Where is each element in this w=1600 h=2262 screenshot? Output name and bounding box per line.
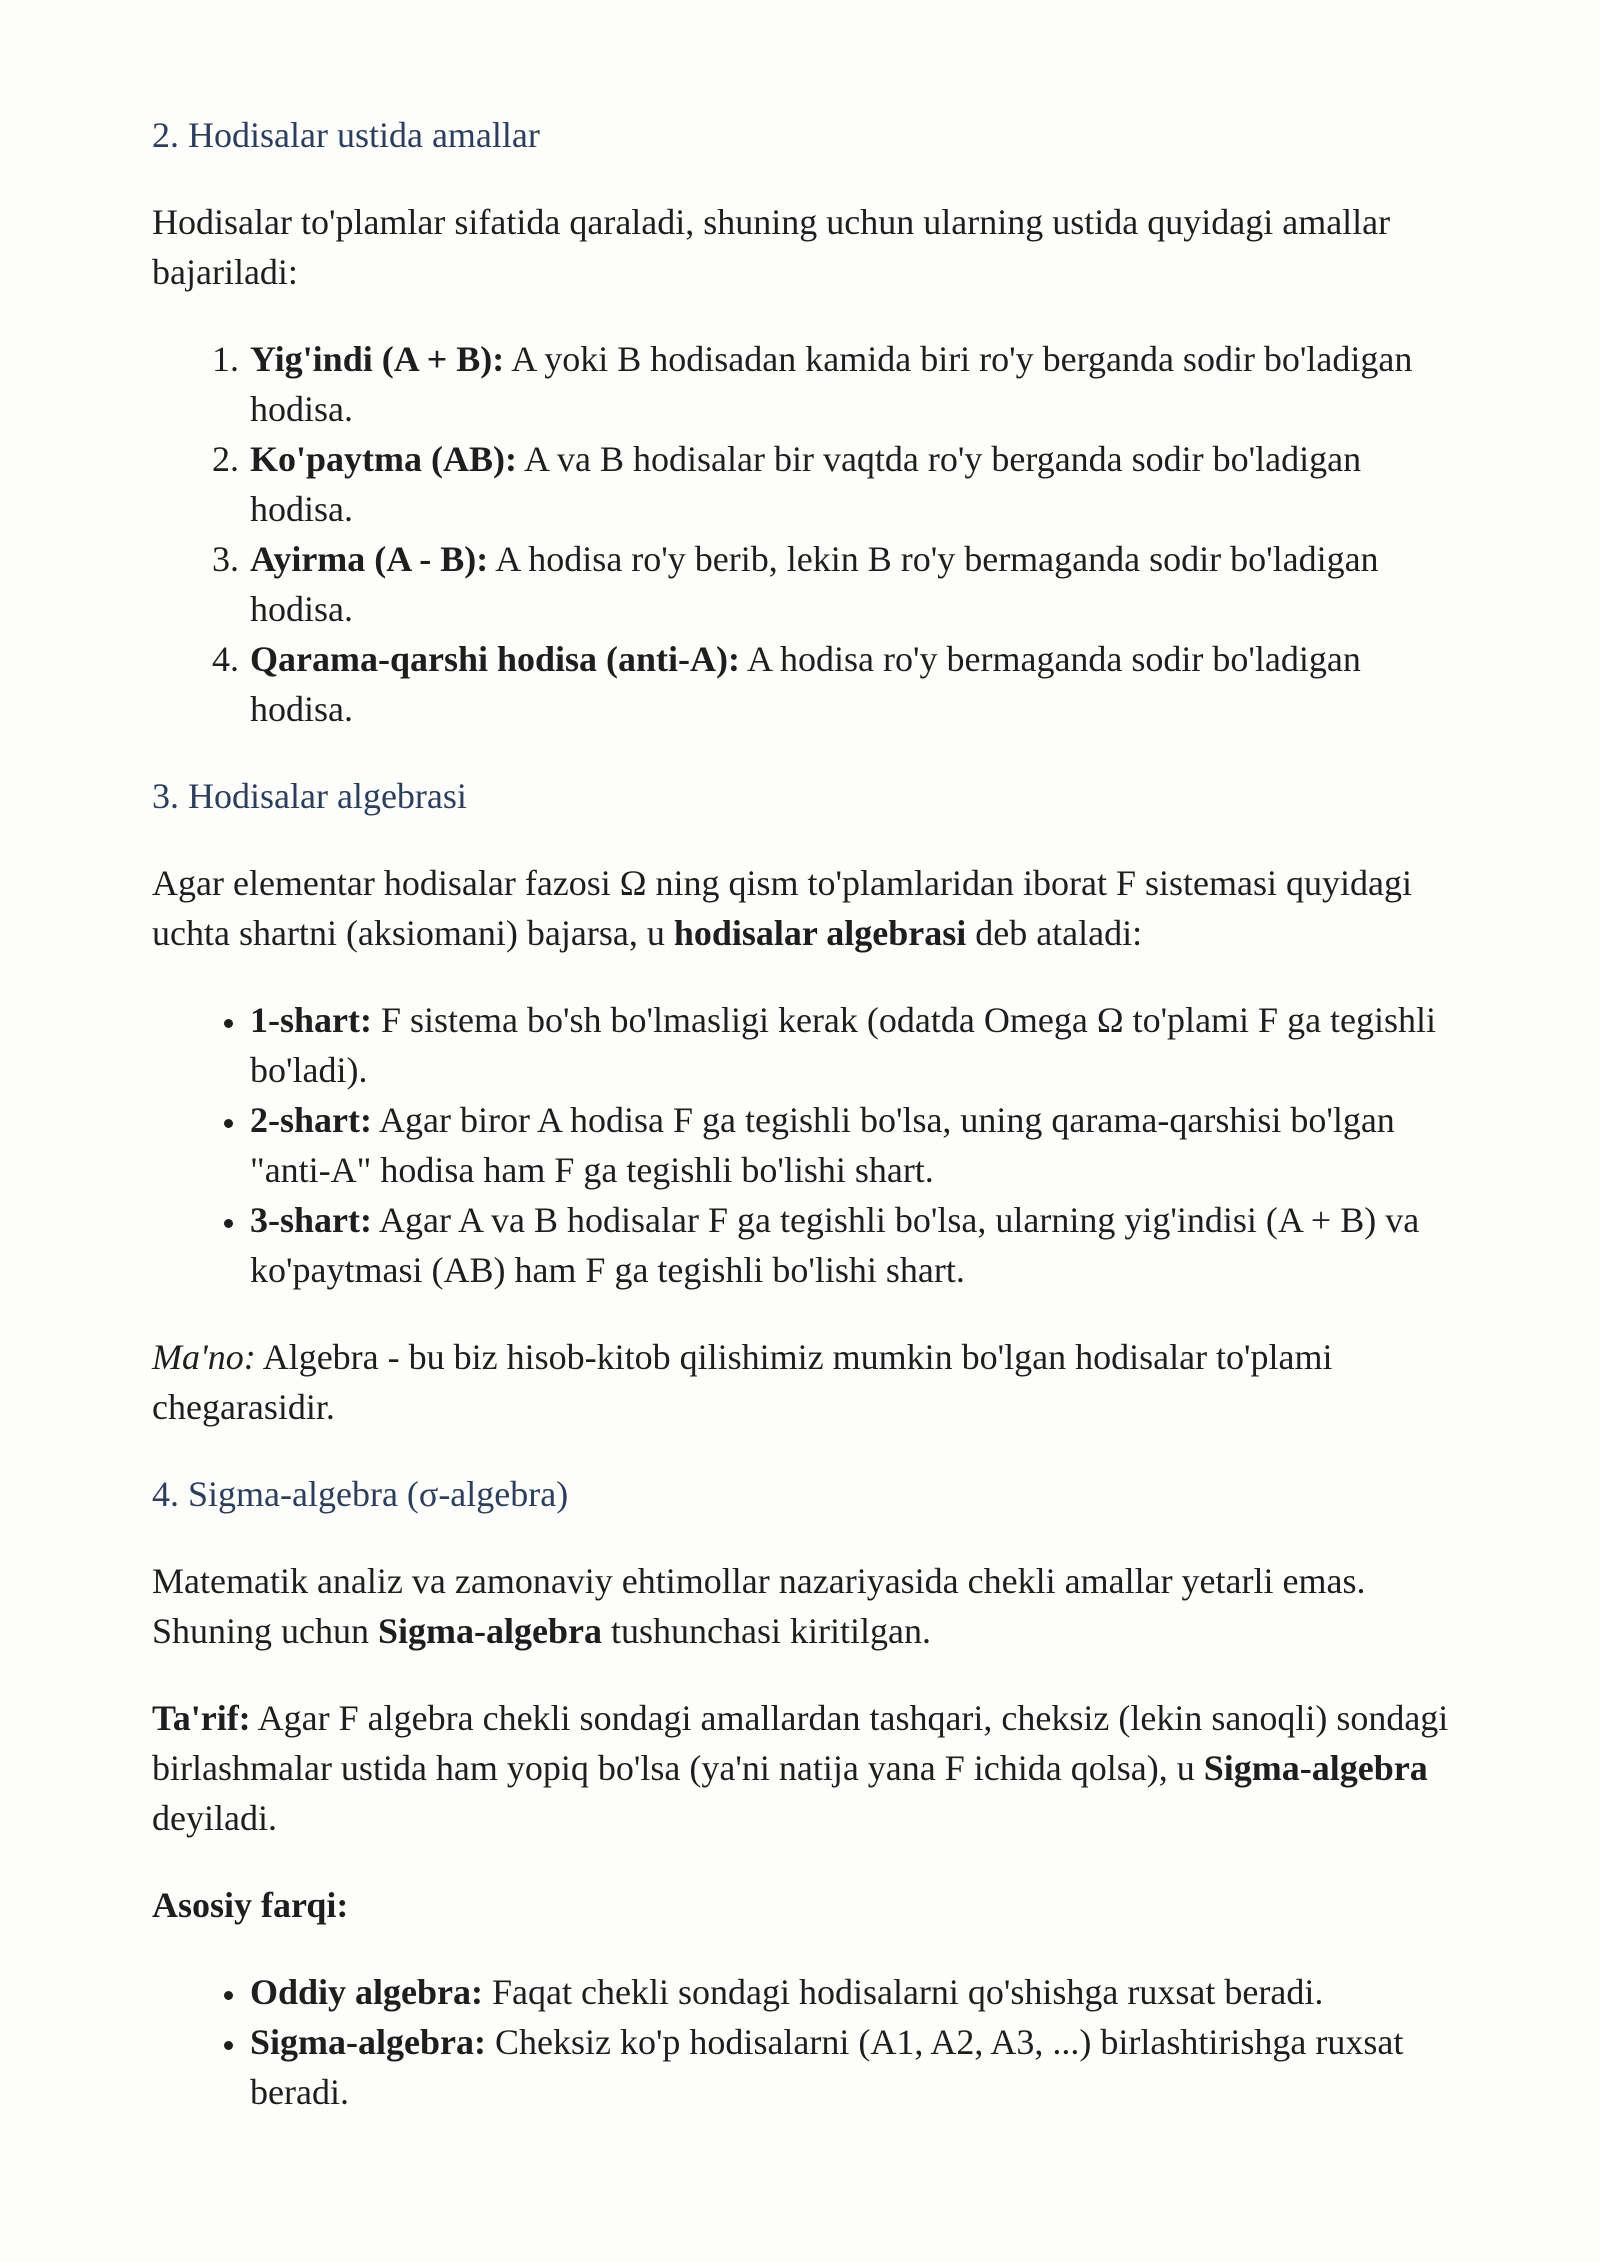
definition-label: Ta'rif: <box>152 1698 251 1738</box>
list-item <box>248 1967 1450 2017</box>
intro-bold-term: hodisalar algebrasi <box>673 913 967 953</box>
item-term: 2-shart: <box>250 1100 372 1140</box>
item-text: Faqat chekli sondagi hodisalarni qo'shishga ruxsat beradi. <box>483 1972 1324 2012</box>
section-3-heading: 3. Hodisalar algebrasi <box>152 776 467 816</box>
item-term: Sigma-algebra: <box>250 2022 486 2062</box>
difference-heading <box>152 1880 1450 1930</box>
item-term: Ko'paytma (AB): <box>250 439 517 479</box>
item-term: Yig'indi (A + B): <box>250 339 505 379</box>
item-text: A yoki B hodisadan kamida biri ro'y berganda sodir bo'ladigan hodisa. <box>250 339 1413 429</box>
section-2-intro: Hodisalar to'plamlar sifatida qaraladi, shuning uchun ularning ustida quyidagi amallar bajariladi: <box>152 202 1391 292</box>
section-3-intro <box>152 858 1450 958</box>
section-4-heading: 4. Sigma-algebra (σ-algebra) <box>152 1474 569 1514</box>
intro-text: Matematik analiz va zamonaviy ehtimollar nazariyasida chekli amallar yetarli emas. Shuning uchun <box>152 1561 1366 1651</box>
item-text: A hodisa ro'y bermaganda sodir bo'ladigan hodisa. <box>250 639 1361 729</box>
difference-heading-text: Asosiy farqi: <box>152 1885 349 1925</box>
list-item <box>248 2017 1450 2117</box>
meaning-text: Algebra - bu biz hisob-kitob qilishimiz mumkin bo'lgan hodisalar to'plami chegarasidir. <box>152 1337 1333 1427</box>
item-term: Ayirma (A - B): <box>250 539 489 579</box>
item-text: F sistema bo'sh bo'lmasligi kerak (odatda Omega Ω to'plami F ga tegishli bo'ladi). <box>250 1000 1437 1090</box>
item-text: Cheksiz ko'p hodisalarni (A1, A2, A3, ...) birlashtirishga ruxsat beradi. <box>250 2022 1404 2112</box>
differences-list <box>152 1967 1450 2117</box>
meaning-paragraph <box>152 1332 1450 1432</box>
item-term: Oddiy algebra: <box>250 1972 484 2012</box>
list-item <box>248 634 1450 734</box>
intro-bold-term: Sigma-algebra <box>378 1611 602 1651</box>
item-term: Qarama-qarshi hodisa (anti-A): <box>250 639 741 679</box>
definition-text-end: deyiladi. <box>152 1798 277 1838</box>
list-item <box>248 995 1450 1095</box>
definition-paragraph <box>152 1693 1450 1843</box>
intro-text-end: deb ataladi: <box>966 913 1143 953</box>
definition-text: Agar F algebra chekli sondagi amallardan tashqari, cheksiz (lekin sanoqli) sondagi birlashmalar ustida ham yopiq bo'lsa (ya'ni natija yana F ichida qolsa), u <box>152 1698 1449 1788</box>
list-item <box>248 434 1450 534</box>
meaning-label: Ma'no: <box>152 1337 256 1377</box>
list-item <box>248 334 1450 434</box>
item-text: A va B hodisalar bir vaqtda ro'y berganda sodir bo'ladigan hodisa. <box>250 439 1362 529</box>
operations-list <box>152 334 1450 734</box>
section-2-heading: 2. Hodisalar ustida amallar <box>152 115 540 155</box>
definition-bold-term: Sigma-algebra <box>1203 1748 1428 1788</box>
conditions-list <box>152 995 1450 1295</box>
list-item <box>248 534 1450 634</box>
intro-text-end: tushunchasi kiritilgan. <box>602 1611 931 1651</box>
item-term: 1-shart: <box>250 1000 372 1040</box>
item-text: Agar A va B hodisalar F ga tegishli bo'lsa, ularning yig'indisi (A + B) va ko'paytmasi (AB) ham F ga tegishli bo'lishi shart. <box>250 1200 1420 1290</box>
item-text: A hodisa ro'y berib, lekin B ro'y bermaganda sodir bo'ladigan hodisa. <box>250 539 1379 629</box>
item-term: 3-shart: <box>250 1200 372 1240</box>
item-text: Agar biror A hodisa F ga tegishli bo'lsa, uning qarama-qarshisi bo'lgan "anti-A" hodisa ham F ga tegishli bo'lishi shart. <box>250 1100 1395 1190</box>
list-item <box>248 1095 1450 1195</box>
list-item <box>248 1195 1450 1295</box>
section-4-intro <box>152 1556 1450 1656</box>
intro-text: Agar elementar hodisalar fazosi Ω ning qism to'plamlaridan iborat F sistemasi quyidagi uchta shartni (aksiomani) bajarsa, u <box>152 863 1412 953</box>
